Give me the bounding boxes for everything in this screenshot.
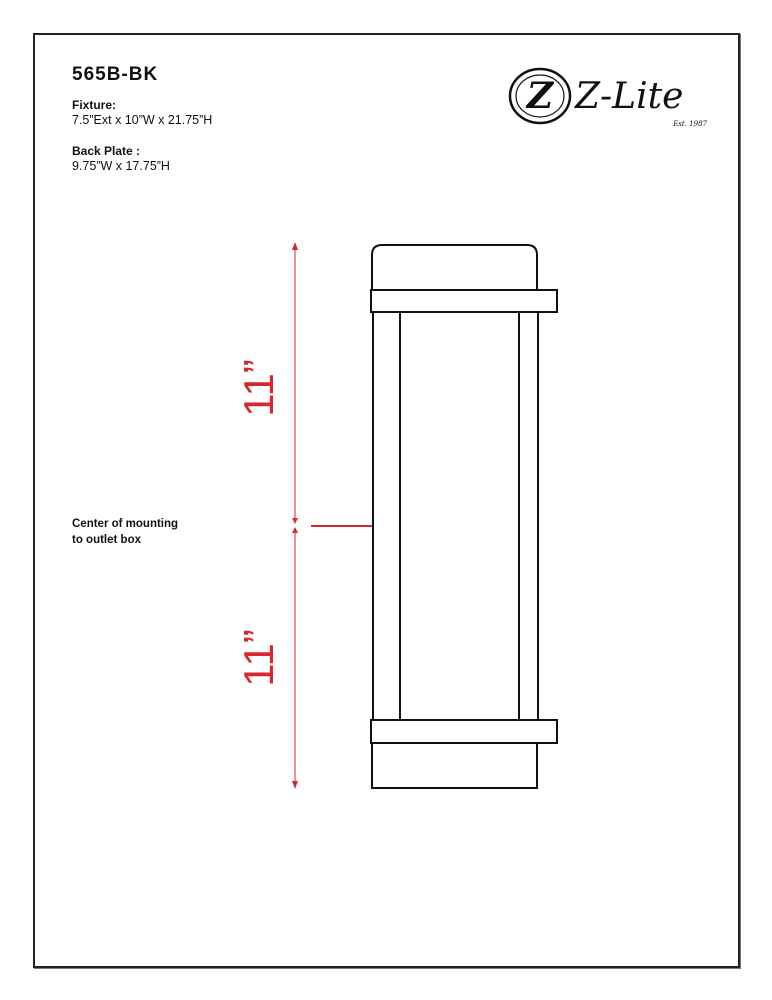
note-line-2: to outlet box	[72, 534, 141, 546]
top-arrowhead	[292, 242, 298, 250]
center-arrowhead-down	[292, 518, 298, 524]
top-crossbar	[371, 290, 557, 312]
bottom-crossbar	[371, 720, 557, 743]
center-arrowhead-up	[292, 527, 298, 533]
bottom-cap	[372, 743, 537, 788]
fixture-dimensions: 7.5”Ext x 10”W x 21.75”H	[72, 113, 213, 127]
dimension-group	[292, 242, 372, 789]
fixture-label: Fixture:	[72, 98, 117, 112]
bottom-arrowhead	[292, 781, 298, 789]
upper-dimension-label: 11”	[235, 359, 282, 417]
note-line-1: Center of mounting	[72, 518, 179, 530]
lower-dimension-label: 11”	[235, 629, 282, 687]
brand-name: Z-Lite	[575, 76, 684, 117]
back-plate-dimensions: 9.75”W x 17.75”H	[72, 159, 170, 173]
brand-established: Est. 1987	[673, 120, 707, 128]
top-cap	[372, 245, 537, 290]
model-number: 565B-BK	[72, 64, 159, 85]
fixture-outline	[371, 245, 557, 788]
logo-monogram: Z	[526, 75, 554, 117]
back-plate-label: Back Plate :	[72, 144, 141, 158]
